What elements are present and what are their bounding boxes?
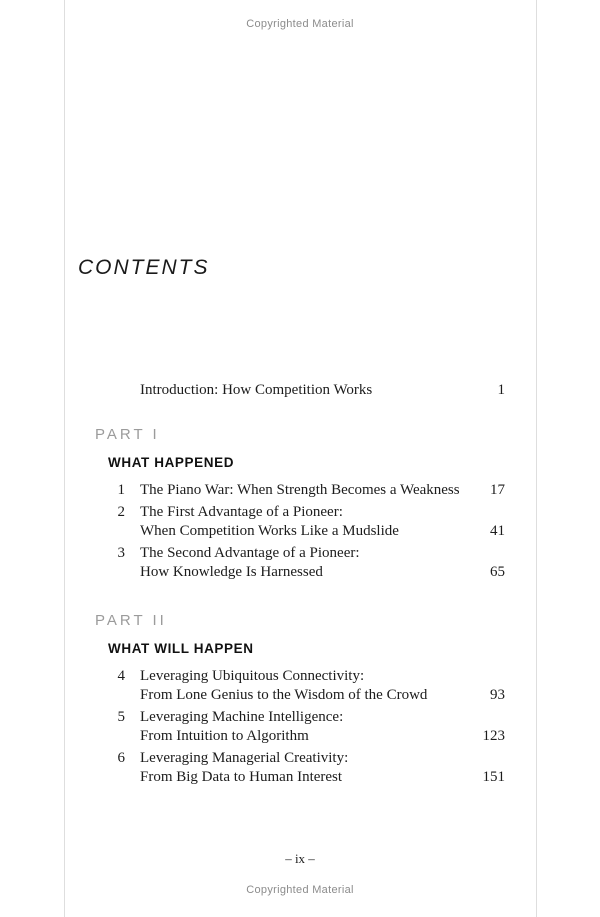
copyright-notice-top: Copyrighted Material bbox=[246, 18, 354, 30]
toc-entry-title-line: From Lone Genius to the Wisdom of the Crowd bbox=[140, 687, 428, 703]
toc-entry-page-number: 65 bbox=[490, 564, 505, 580]
toc-entry-chapter-2 bbox=[108, 503, 505, 541]
toc-entry-chapter-3 bbox=[108, 544, 505, 582]
toc-entry-title-line: When Competition Works Like a Mudslide bbox=[140, 523, 399, 539]
toc-entry-page-number: 93 bbox=[490, 687, 505, 703]
toc-entry-title-line: Leveraging Machine Intelligence: bbox=[140, 709, 344, 725]
toc-entry-page-number: 123 bbox=[482, 728, 505, 744]
toc-entry-title-line: From Intuition to Algorithm bbox=[140, 728, 309, 744]
toc-entry-title-line: The Second Advantage of a Pioneer: bbox=[140, 545, 360, 561]
part-2-heading: WHAT WILL HAPPEN bbox=[108, 641, 254, 656]
page-scan-edge-left bbox=[64, 0, 65, 917]
toc-entry-title bbox=[140, 708, 463, 746]
toc-entry-title-line: The First Advantage of a Pioneer: bbox=[140, 504, 343, 520]
chapter-number: 3 bbox=[117, 545, 125, 561]
toc-entry-chapter-1 bbox=[108, 481, 505, 500]
toc-entry-title bbox=[140, 749, 463, 787]
table-of-contents bbox=[78, 381, 505, 787]
chapter-number: 6 bbox=[117, 750, 125, 766]
toc-entry-chapter-4 bbox=[108, 667, 505, 705]
part-2-label: PART II bbox=[95, 612, 167, 629]
toc-entry-page-number: 151 bbox=[482, 769, 505, 785]
toc-entry-introduction bbox=[140, 381, 505, 400]
toc-entry-page-number: 1 bbox=[497, 382, 505, 398]
toc-entry-page-number: 17 bbox=[490, 482, 505, 498]
part-1-label: PART I bbox=[95, 426, 160, 443]
toc-entry-title-line: Leveraging Managerial Creativity: bbox=[140, 750, 349, 766]
chapter-number: 4 bbox=[117, 668, 125, 684]
toc-entry-title bbox=[140, 481, 463, 500]
toc-entry-title bbox=[140, 503, 463, 541]
chapter-number: 1 bbox=[117, 482, 125, 498]
toc-entry-page-number: 41 bbox=[490, 523, 505, 539]
page-scan-edge-right bbox=[536, 0, 537, 917]
toc-entry-title-line: From Big Data to Human Interest bbox=[140, 769, 343, 785]
toc-entry-chapter-6 bbox=[108, 749, 505, 787]
contents-page-title: CONTENTS bbox=[78, 256, 210, 279]
toc-entry-title-line: How Knowledge Is Harnessed bbox=[140, 564, 323, 580]
page-folio: – ix – bbox=[285, 851, 315, 866]
toc-entry-title: Introduction: How Competition Works bbox=[140, 382, 373, 398]
part-1-heading: WHAT HAPPENED bbox=[108, 455, 235, 470]
toc-entry-title-line: Leveraging Ubiquitous Connectivity: bbox=[140, 668, 365, 684]
chapter-number: 5 bbox=[117, 709, 125, 725]
toc-entry-title-line: The Piano War: When Strength Becomes a Weakness bbox=[140, 482, 460, 498]
copyright-notice-bottom: Copyrighted Material bbox=[246, 884, 354, 896]
toc-entry-title bbox=[140, 667, 463, 705]
toc-entry-chapter-5 bbox=[108, 708, 505, 746]
chapter-number: 2 bbox=[117, 504, 125, 520]
toc-entry-title bbox=[140, 544, 463, 582]
